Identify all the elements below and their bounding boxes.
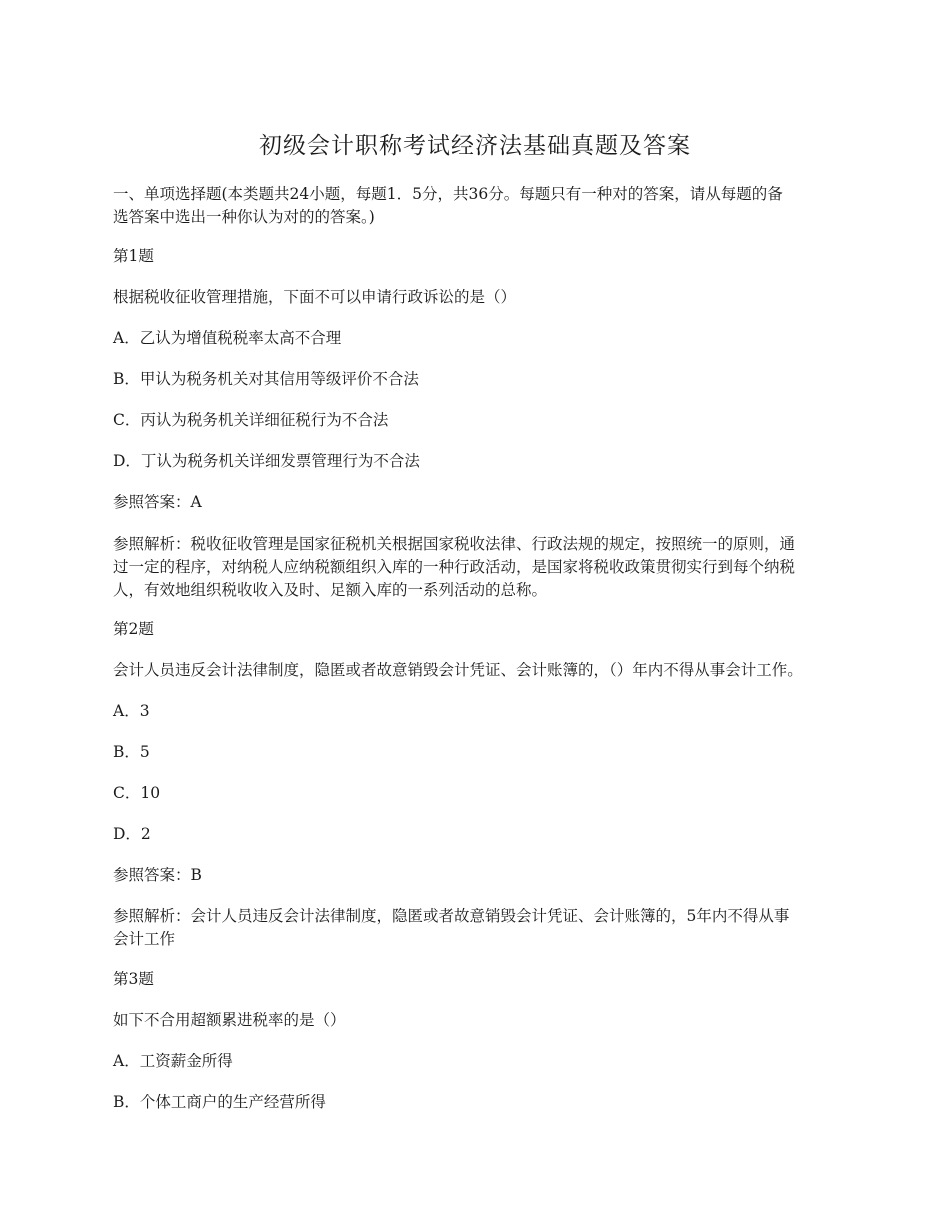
option-a: A．工资薪金所得 bbox=[113, 1052, 233, 1070]
reference-explanation bbox=[113, 533, 843, 602]
option-b: B．甲认为税务机关对其信用等级评价不合法 bbox=[113, 370, 419, 388]
reference-answer: 参照答案：A bbox=[113, 493, 202, 511]
option-c: C．10 bbox=[113, 784, 161, 802]
option-a: A．3 bbox=[113, 702, 150, 720]
question-number: 第3题 bbox=[113, 970, 154, 988]
explanation-line: 人，有效地组织税收收入及时、足额入库的一系列活动的总称。 bbox=[113, 581, 548, 599]
question-stem: 如下不合用超额累进税率的是（） bbox=[113, 1011, 346, 1029]
question-stem: 会计人员违反会计法律制度，隐匿或者故意销毁会计凭证、会计账簿的，（）年内不得从事会计工作。 bbox=[113, 661, 803, 679]
question-number: 第1题 bbox=[113, 247, 154, 265]
explanation-line: 参照解析：会计人员违反会计法律制度，隐匿或者故意销毁会计凭证、会计账簿的，5年内不得从事 bbox=[113, 907, 790, 925]
question-number: 第2题 bbox=[113, 620, 154, 638]
option-c: C．丙认为税务机关详细征税行为不合法 bbox=[113, 411, 389, 429]
intro-line: 选答案中选出一种你认为对的的答案。) bbox=[113, 208, 375, 226]
reference-explanation bbox=[113, 905, 843, 951]
question-stem: 根据税收征收管理措施，下面不可以申请行政诉讼的是（） bbox=[113, 288, 517, 306]
explanation-line: 会计工作 bbox=[113, 930, 176, 948]
reference-answer: 参照答案：B bbox=[113, 866, 202, 884]
option-a: A．乙认为增值税税率太高不合理 bbox=[113, 329, 342, 347]
explanation-line: 过一定的程序，对纳税人应纳税额组织入库的一种行政活动，是国家将税收政策贯彻实行到每个纳税 bbox=[113, 558, 796, 576]
intro-line: 一、单项选择题(本类题共24小题，每题1．5分，共36分。每题只有一种对的答案，请从每题的备 bbox=[113, 185, 783, 203]
option-b: B．个体工商户的生产经营所得 bbox=[113, 1093, 326, 1111]
document-title: 初级会计职称考试经济法基础真题及答案 bbox=[259, 133, 691, 159]
option-d: D．丁认为税务机关详细发票管理行为不合法 bbox=[113, 452, 420, 470]
explanation-line: 参照解析：税收征收管理是国家征税机关根据国家税收法律、行政法规的规定，按照统一的原则，通 bbox=[113, 535, 796, 553]
option-b: B．5 bbox=[113, 743, 150, 761]
section-intro bbox=[113, 183, 843, 229]
option-d: D．2 bbox=[113, 825, 151, 843]
